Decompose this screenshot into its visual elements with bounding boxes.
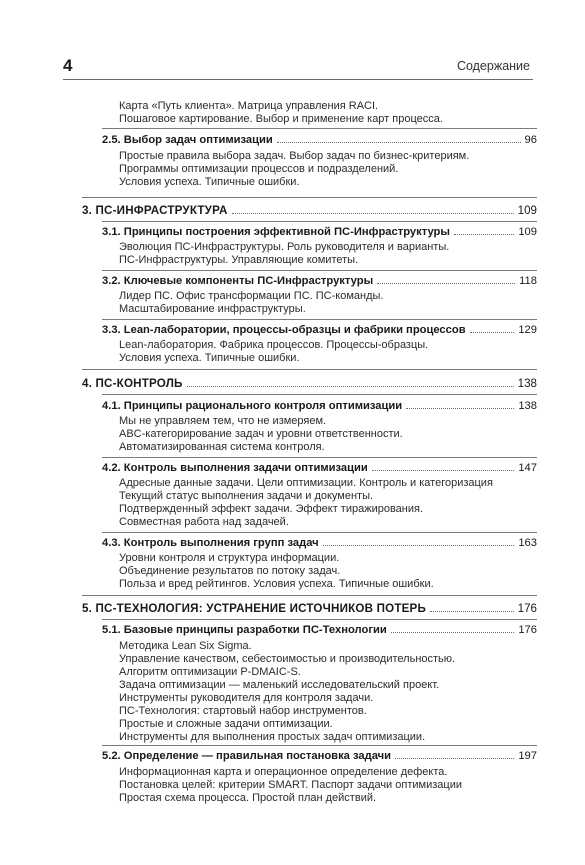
page-header bbox=[63, 56, 533, 80]
dot-leader bbox=[454, 234, 514, 235]
toc-entry-4-2[interactable] bbox=[102, 460, 537, 474]
separator bbox=[102, 394, 537, 395]
description-line: Мы не управляем тем, что не измеряем. bbox=[119, 415, 327, 427]
description-line: Задача оптимизации — маленький исследовательский проект. bbox=[119, 679, 440, 691]
separator bbox=[102, 221, 537, 222]
description-line: Совместная работа над задачей. bbox=[119, 516, 289, 528]
toc-entry-page: 138 bbox=[518, 400, 537, 412]
separator bbox=[102, 532, 537, 533]
toc-chapter-title: 3. ПС-ИНФРАСТРУКТУРА bbox=[82, 204, 228, 217]
toc-entry-title: 3.2. Ключевые компоненты ПС-Инфраструктуры bbox=[102, 275, 374, 287]
toc-entry-3-2[interactable] bbox=[102, 273, 537, 287]
continued-description bbox=[119, 100, 529, 126]
section-description bbox=[119, 640, 529, 744]
description-line: Адресные данные задачи. Цели оптимизации. Контроль и категоризация bbox=[119, 477, 493, 489]
description-line: Программы оптимизации процессов и подразделений. bbox=[119, 163, 399, 175]
description-line: Эволюция ПС-Инфраструктуры. Роль руководителя и варианты. bbox=[119, 241, 450, 253]
description-line: Инструменты для выполнения простых задач оптимизации. bbox=[119, 731, 426, 743]
toc-entry-5-2[interactable] bbox=[102, 748, 537, 762]
description-line: Карта «Путь клиента». Матрица управления RACI. bbox=[119, 100, 379, 112]
toc-entry-title: 3.1. Принципы построения эффективной ПС-Инфраструктуры bbox=[102, 226, 450, 238]
dot-leader bbox=[377, 283, 515, 284]
toc-entry-3-1[interactable] bbox=[102, 224, 537, 238]
toc-entry-title: 5.2. Определение — правильная постановка задачи bbox=[102, 750, 392, 762]
dot-leader bbox=[395, 758, 514, 759]
separator bbox=[82, 197, 537, 198]
section-description bbox=[119, 290, 529, 316]
toc-chapter-page: 138 bbox=[517, 377, 537, 390]
page-number: 4 bbox=[63, 56, 73, 75]
section-description bbox=[119, 241, 529, 267]
toc-entry-page: 109 bbox=[518, 226, 537, 238]
toc-chapter-title: 5. ПС-ТЕХНОЛОГИЯ: УСТРАНЕНИЕ ИСТОЧНИКОВ ПОТЕРЬ bbox=[82, 602, 427, 615]
running-title: Содержание bbox=[456, 59, 530, 73]
description-line: ABC-категорирование задач и уровни ответственности. bbox=[119, 428, 403, 440]
description-line: Масштабирование инфраструктуры. bbox=[119, 303, 306, 315]
section-description bbox=[119, 766, 529, 805]
separator bbox=[102, 619, 537, 620]
description-line: Алгоритм оптимизации P-DMAIC-S. bbox=[119, 666, 301, 678]
toc-entry-page: 118 bbox=[519, 275, 537, 287]
description-line: Методика Lean Six Sigma. bbox=[119, 640, 252, 652]
dot-leader bbox=[470, 332, 515, 333]
description-line: ПС-Технология: стартовый набор инструментов. bbox=[119, 705, 367, 717]
separator bbox=[102, 319, 537, 320]
toc-entry-5-1[interactable] bbox=[102, 622, 537, 636]
toc-chapter-3[interactable] bbox=[82, 203, 537, 217]
section-description bbox=[119, 477, 529, 529]
description-line: Lean-лаборатория. Фабрика процессов. Процессы-образцы. bbox=[119, 339, 429, 351]
separator bbox=[102, 270, 537, 271]
description-line: Простые и сложные задачи оптимизации. bbox=[119, 718, 333, 730]
dot-leader bbox=[323, 545, 515, 546]
description-line: Уровни контроля и структура информации. bbox=[119, 552, 340, 564]
toc-entry-page: 129 bbox=[518, 324, 537, 336]
dot-leader bbox=[277, 142, 521, 143]
toc-chapter-page: 176 bbox=[517, 602, 537, 615]
toc-entry-page: 176 bbox=[518, 624, 537, 636]
dot-leader bbox=[372, 470, 515, 471]
description-line: Информационная карта и операционное определение дефекта. bbox=[119, 766, 448, 778]
description-line: ПС-Инфраструктуры. Управляющие комитеты. bbox=[119, 254, 359, 266]
description-line: Автоматизированная система контроля. bbox=[119, 441, 325, 453]
toc-chapter-5[interactable] bbox=[82, 601, 537, 615]
dot-leader bbox=[232, 213, 514, 214]
toc-chapter-title: 4. ПС-КОНТРОЛЬ bbox=[82, 377, 183, 390]
toc-entry-4-1[interactable] bbox=[102, 398, 537, 412]
toc-entry-title: 2.5. Выбор задач оптимизации bbox=[102, 134, 273, 146]
toc-chapter-page: 109 bbox=[517, 204, 537, 217]
description-line: Простые правила выбора задач. Выбор задач по бизнес-критериям. bbox=[119, 150, 470, 162]
separator bbox=[102, 128, 537, 129]
section-description bbox=[119, 552, 529, 591]
toc-entry-title: 5.1. Базовые принципы разработки ПС-Технологии bbox=[102, 624, 387, 636]
section-description bbox=[119, 150, 529, 189]
dot-leader bbox=[406, 408, 514, 409]
description-line: Лидер ПС. Офис трансформации ПС. ПС-команды. bbox=[119, 290, 384, 302]
toc-entry-page: 96 bbox=[524, 134, 537, 146]
description-line: Пошаговое картирование. Выбор и применение карт процесса. bbox=[119, 113, 443, 125]
dot-leader bbox=[430, 611, 514, 612]
description-line: Управление качеством, себестоимостью и производительностью. bbox=[119, 653, 456, 665]
toc-entry-title: 4.3. Контроль выполнения групп задач bbox=[102, 537, 319, 549]
toc-entry-3-3[interactable] bbox=[102, 322, 537, 336]
toc-entry-title: 3.3. Lean-лаборатории, процессы-образцы и фабрики процессов bbox=[102, 324, 466, 336]
separator bbox=[102, 457, 537, 458]
description-line: Постановка целей: критерии SMART. Паспорт задачи оптимизации bbox=[119, 779, 462, 791]
description-line: Условия успеха. Типичные ошибки. bbox=[119, 352, 300, 364]
description-line: Подтвержденный эффект задачи. Эффект тиражирования. bbox=[119, 503, 424, 515]
header-rule bbox=[63, 79, 533, 80]
separator bbox=[82, 369, 537, 370]
toc-entry-title: 4.1. Принципы рационального контроля оптимизации bbox=[102, 400, 403, 412]
description-line: Условия успеха. Типичные ошибки. bbox=[119, 176, 300, 188]
toc-entry-title: 4.2. Контроль выполнения задачи оптимизации bbox=[102, 462, 368, 474]
toc-chapter-4[interactable] bbox=[82, 376, 537, 390]
toc-entry-page: 197 bbox=[518, 750, 537, 762]
description-line: Текущий статус выполнения задачи и документы. bbox=[119, 490, 374, 502]
section-description bbox=[119, 339, 529, 365]
dot-leader bbox=[187, 386, 514, 387]
section-description bbox=[119, 415, 529, 454]
separator bbox=[82, 595, 537, 596]
description-line: Объединение результатов по потоку задач. bbox=[119, 565, 341, 577]
description-line: Простая схема процесса. Простой план действий. bbox=[119, 792, 377, 804]
toc-entry-2-5[interactable] bbox=[102, 132, 537, 146]
description-line: Польза и вред рейтингов. Условия успеха. Типичные ошибки. bbox=[119, 578, 434, 590]
toc-entry-page: 147 bbox=[518, 462, 537, 474]
separator bbox=[102, 745, 537, 746]
description-line: Инструменты руководителя для контроля задачи. bbox=[119, 692, 374, 704]
dot-leader bbox=[391, 632, 515, 633]
toc-entry-4-3[interactable] bbox=[102, 535, 537, 549]
toc-entry-page: 163 bbox=[518, 537, 537, 549]
